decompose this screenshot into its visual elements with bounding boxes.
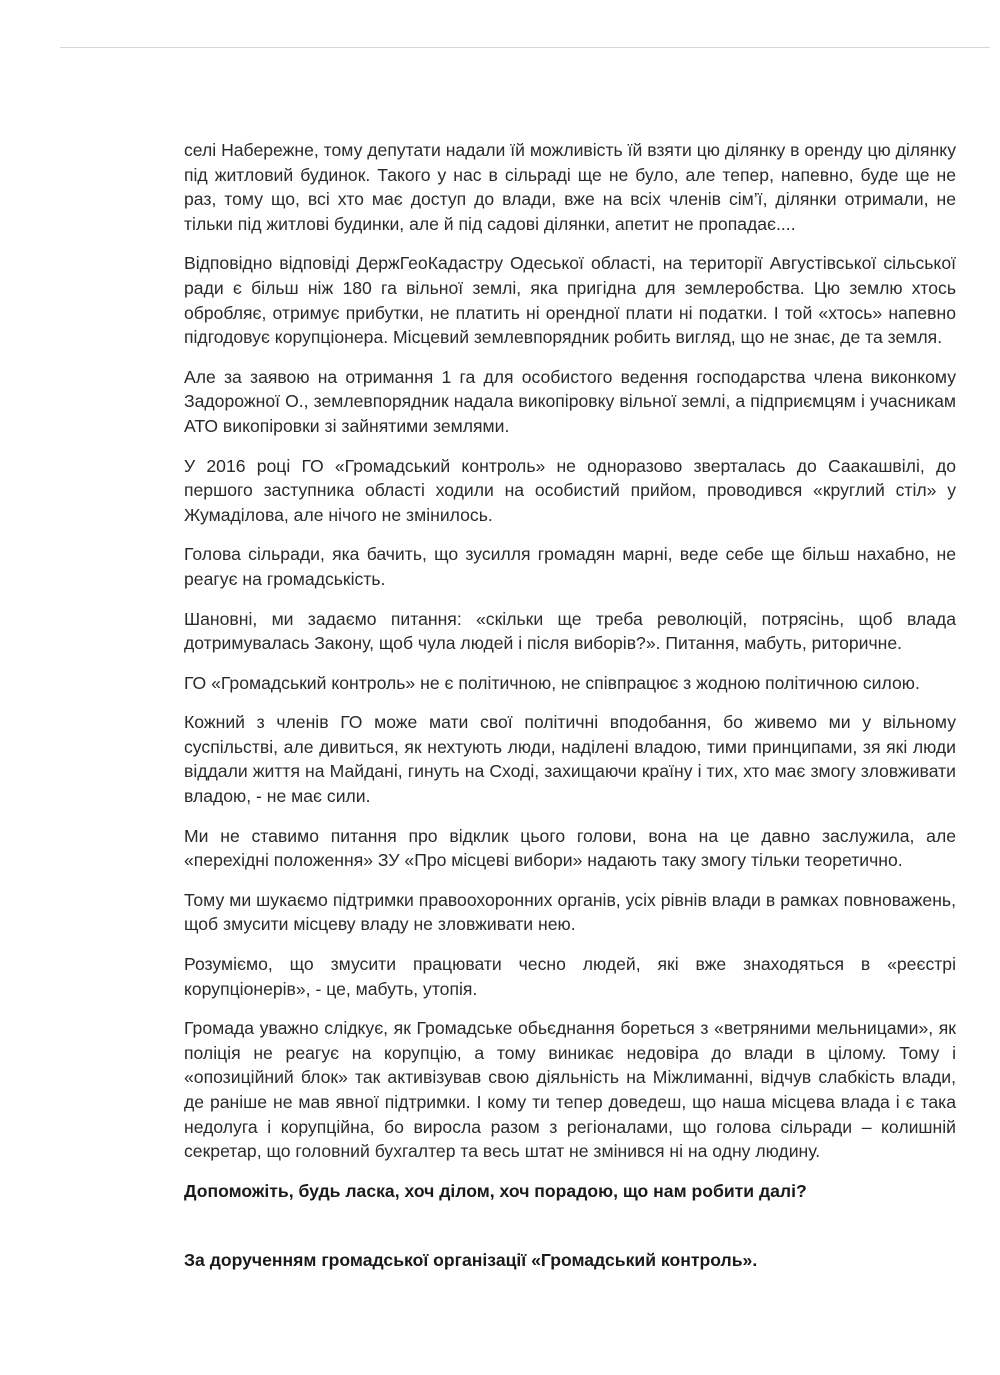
paragraph-application: Але за заявою на отримання 1 га для особистого ведення господарства члена виконкому Задорожної О., землевпорядник надала викопіровку вільної землі, а підприємцям і учасникам АТО викопіровки зі зайнятими землями.	[184, 366, 956, 436]
scan-edge-line	[60, 47, 990, 48]
paragraph-land-lease: селі Набережне, тому депутати надали їй можливість їй взяти цю ділянку в оренду цю ділянку під житловий будинок. Такого у нас в сільраді ще не було, але тепер, напевно, буде ще не раз, тому що, всі хто має доступ до влади, вже на всіх членів сім’ї, ділянки отримали, не тільки під житлові будинки, але й під садові ділянки, апетит не пропадає....	[184, 140, 956, 234]
paragraph-village-head: Голова сільради, яка бачить, що зусилля громадян марні, веде себе ще більш нахабно, не реагує на громадськість.	[184, 544, 956, 589]
paragraph-question: Шановні, ми задаємо питання: «скільки ще треба революцій, потрясінь, щоб влада дотримувалась Закону, щоб чула людей і після виборів?». Питання, мабуть, риторичне.	[184, 608, 956, 654]
paragraph-non-political: ГО «Громадський контроль» не є політичною, не співпрацює з жодною політичною силою.	[184, 672, 920, 693]
paragraph-recall: Ми не ставимо питання про відклик цього голови, вона на це давно заслужила, але «перехідні положення» ЗУ «Про місцеві вибори» надають таку змогу тільки теоретично.	[184, 825, 956, 871]
letter-body	[184, 138, 956, 1288]
paragraph-2016-appeals: У 2016 році ГО «Громадський контроль» не одноразово зверталась до Саакашвілі, до першого заступника області ходили на особистий прийом, проводився «круглий стіл» у Жумаділова, але нічого не змінилось.	[184, 455, 956, 525]
paragraph-support: Тому ми шукаємо підтримки правоохоронних органів, усіх рівнів влади в рамках повноважень, щоб змусити місцеву владу не зловживати нею.	[184, 889, 956, 935]
signature-line: За дорученням громадської організації «Громадський контроль».	[184, 1250, 758, 1271]
paragraph-members: Кожний з членів ГО може мати свої політичні вподобання, бо живемо ми у вільному суспільстві, але дивиться, як нехтують люди, наділені владою, тими принципами, зя які люди віддали життя на Майдані, гинуть на Сході, захищаючи країну і тих, хто має змогу зловживати владою, - не має сили.	[184, 712, 956, 807]
paragraph-registry: Розуміємо, що змусити працювати чесно людей, які вже знаходяться в «реєстрі корупціонерів», - це, мабуть, утопія.	[184, 954, 956, 999]
paragraph-community: Громада уважно слідкує, як Громадське обьєднання бореться з «ветряними мельницами», як поліція не реагує на корупцію, а тому виникає недовіра до влади в цілому. Тому і «опозиційний блок» так активізував свою діяльність на Міжлиманні, відчув слабкість влади, де раніше не мав явної підтримки. І кому ти тепер доведеш, що наша місцева влада і є така недолуга і корупційна, бо виросла разом з регіоналами, що голова сільради – колишній секретар, що головний бухгалтер та весь штат не змінився ні на одну людину.	[184, 1018, 956, 1162]
appeal-line: Допоможіть, будь ласка, хоч ділом, хоч порадою, що нам робити далі?	[184, 1180, 807, 1201]
paragraph-cadastre: Відповідно відповіді ДержГеоКадастру Одеської області, на території Августівської сільської ради є більш ніж 180 га вільної землі, яка пригідна для землеробства. Цю землю хтось обробляє, отримує прибутки, не платить ні орендної плати ні податки. І той «хтось» напевно підгодовує корупціонера. Місцевий землевпорядник робить вигляд, що не знає, де та земля.	[184, 253, 956, 348]
